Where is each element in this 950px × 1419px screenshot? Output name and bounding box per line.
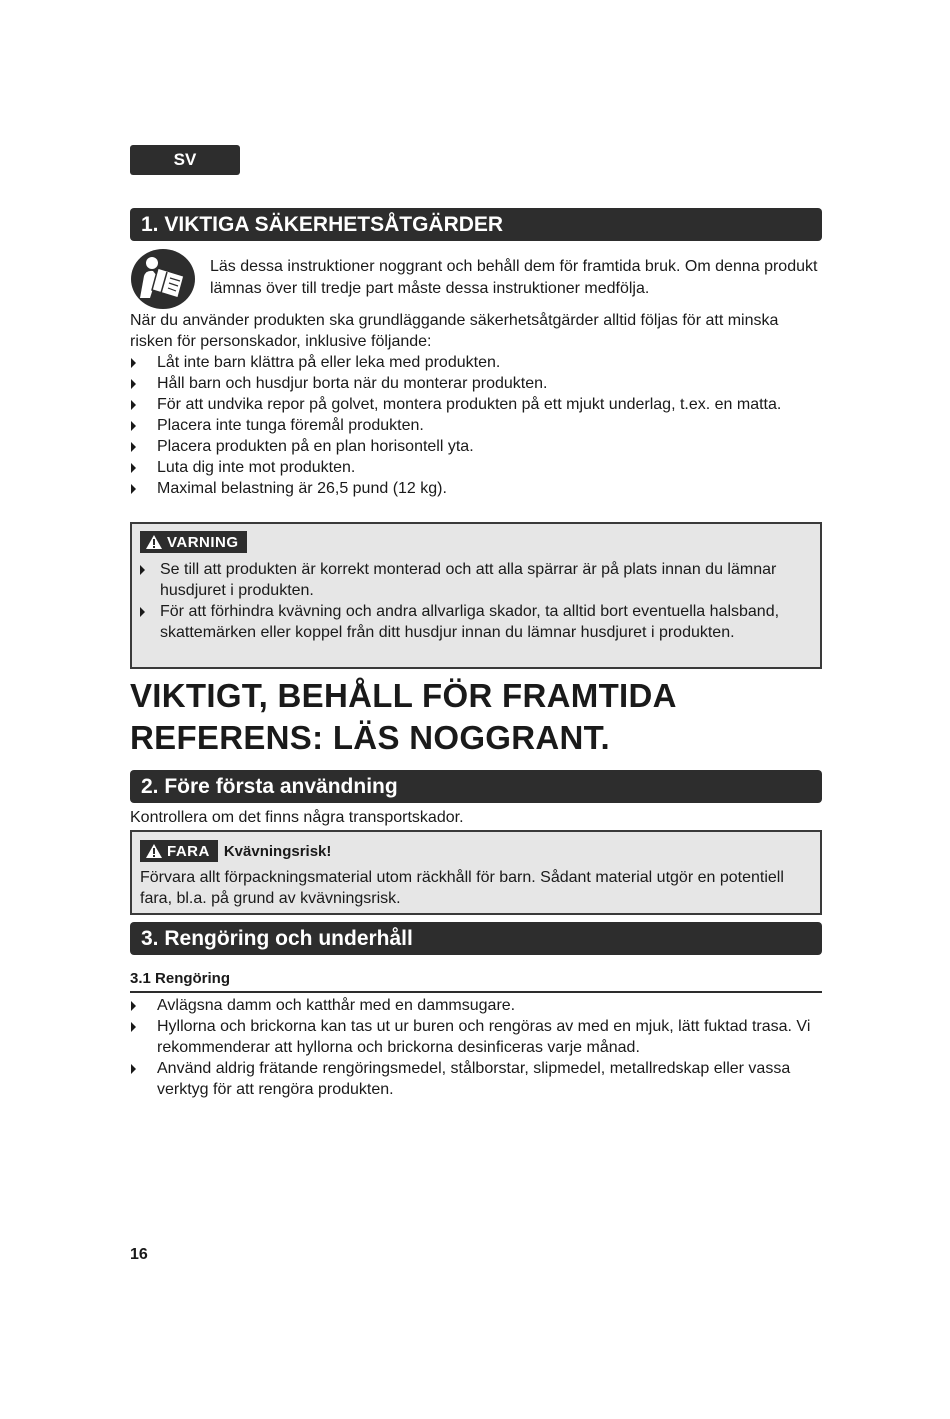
read-manual-icon — [130, 248, 196, 310]
list-item: Placera produkten på en plan horisontell yta. — [130, 436, 822, 457]
list-item: Placera inte tunga föremål produkten. — [130, 415, 822, 436]
section-1-header: 1. VIKTIGA SÄKERHETSÅTGÄRDER — [130, 208, 822, 241]
intro-text: Läs dessa instruktioner noggrant och behåll dem för framtida bruk. Om denna produkt lämnas över till tredje part måste dessa instruktioner medfölja. — [210, 258, 818, 297]
important-title: VIKTIGT, BEHÅLL FÖR FRAMTIDA REFERENS: LÄS NOGGRANT. — [130, 677, 676, 756]
cleaning-list — [130, 995, 822, 1100]
list-item: Hyllorna och brickorna kan tas ut ur buren och rengöras av med en mjuk, lätt fuktad trasa. Vi rekommenderar att hyllorna och brickorna desinficeras varje månad. — [130, 1016, 822, 1058]
danger-label: FARA — [167, 842, 210, 860]
warning-box — [130, 522, 822, 669]
intro-row — [130, 248, 822, 310]
list-item: Avlägsna damm och katthår med en dammsugare. — [130, 995, 822, 1016]
list-item: Se till att produkten är korrekt monterad och att alla spärrar är på plats innan du lämnar husdjuret i produkten. — [140, 559, 812, 601]
list-item: Använd aldrig frätande rengöringsmedel, stålborstar, slipmedel, metallredskap eller vassa verktyg för att rengöra produkten. — [130, 1058, 822, 1100]
warning-label: VARNING — [167, 533, 239, 551]
section-2-header: 2. Före första användning — [130, 770, 822, 803]
subsection-heading: 3.1 Rengöring — [130, 969, 822, 993]
warning-triangle-icon — [146, 844, 162, 858]
danger-badge — [140, 840, 218, 862]
section-3-header: 3. Rengöring och underhåll — [130, 922, 822, 955]
safety-list — [130, 352, 822, 499]
warning-triangle-icon — [146, 535, 162, 549]
list-item: Håll barn och husdjur borta när du monterar produkten. — [130, 373, 822, 394]
page-number: 16 — [130, 1246, 148, 1263]
section-1-body — [130, 310, 822, 499]
section-3-body — [130, 995, 822, 1100]
list-item: För att undvika repor på golvet, montera produkten på ett mjukt underlag, t.ex. en matta. — [130, 394, 822, 415]
danger-heading: Kvävningsrisk! — [223, 842, 332, 860]
language-tab: SV — [130, 145, 240, 175]
danger-text: Förvara allt förpackningsmaterial utom räckhåll för barn. Sådant material utgör en potentiell fara, bl.a. på grund av kvävningsrisk. — [140, 869, 784, 907]
list-item: Låt inte barn klättra på eller leka med produkten. — [130, 352, 822, 373]
warning-list — [140, 559, 812, 643]
lead-text: När du använder produkten ska grundläggande säkerhetsåtgärder alltid följas för att minska risken för personskador, inklusive följande: — [130, 312, 779, 350]
section-2-text: Kontrollera om det finns några transportskador. — [130, 809, 464, 826]
list-item: Luta dig inte mot produkten. — [130, 457, 822, 478]
list-item: För att förhindra kvävning och andra allvarliga skador, ta alltid bort eventuella halsband, skattemärken eller koppel från ditt husdjur innan du lämnar husdjuret i produkten. — [140, 601, 812, 643]
danger-box — [130, 830, 822, 915]
list-item: Maximal belastning är 26,5 pund (12 kg). — [130, 478, 822, 499]
danger-header — [140, 840, 812, 862]
warning-badge — [140, 531, 247, 553]
